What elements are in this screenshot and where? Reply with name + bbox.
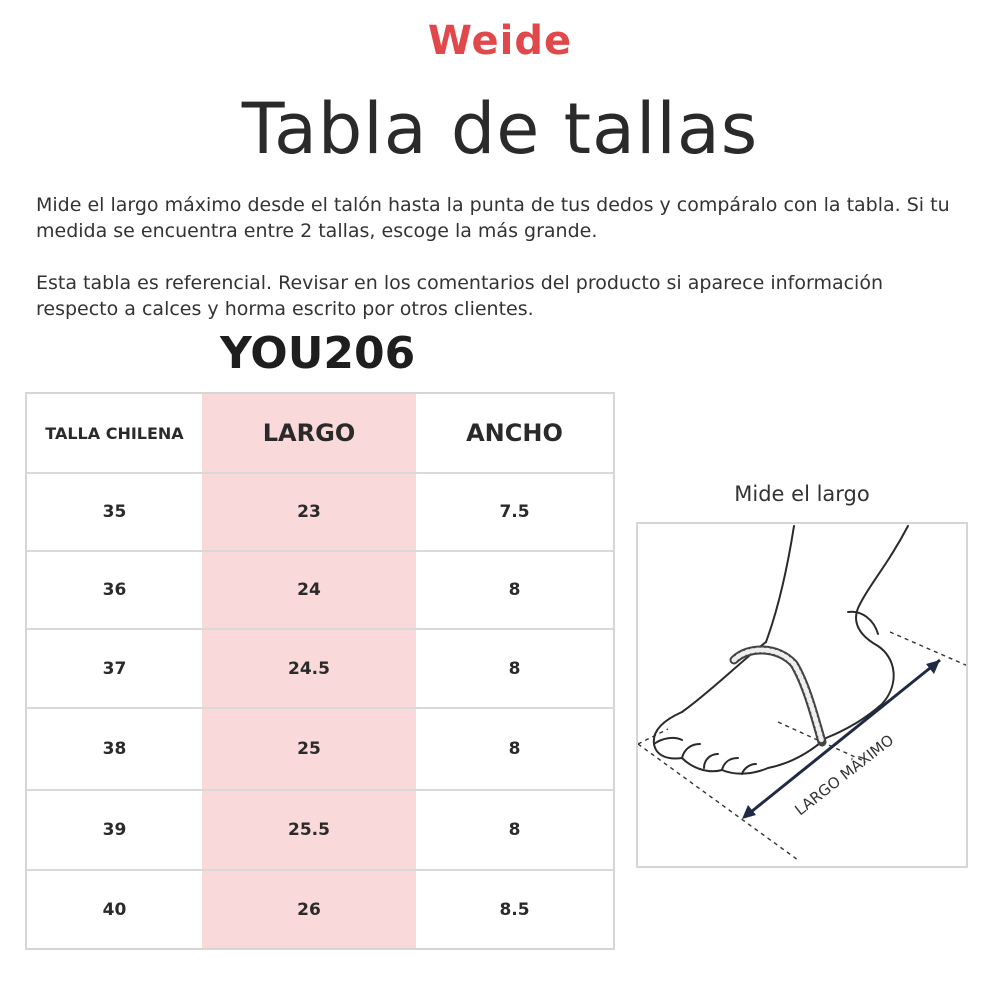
cell-largo: 24 [297,580,321,600]
cell-talla: 37 [102,658,127,679]
model-code: YOU206 [220,328,416,379]
cell-talla: 39 [102,820,127,840]
cell-largo: 25 [297,739,321,759]
measure-caption: Mide el largo [734,482,870,506]
largo-maximo-label: LARGO MÁXIMO [791,730,898,820]
instruction-paragraph: Mide el largo máximo desde el talón hasta la punta de tus dedos y compáralo con la tabla. Si tu medida se encuentra entre 2 tallas, escoge la más grande. [36,194,950,242]
table-row [27,871,613,948]
brand-logo: Weide [427,18,573,64]
disclaimer-paragraph: Esta tabla es referencial. Revisar en los comentarios del producto si aparece información respecto a calces y horma escrito por otros clientes. [36,272,884,320]
table-row [27,791,613,871]
table-row [27,474,613,552]
sandal-strap [734,650,822,742]
cell-largo: 24.5 [288,658,330,679]
cell-talla: 40 [102,899,127,920]
guide-lines [638,632,966,860]
cell-largo: 23 [297,502,321,522]
size-table [25,392,615,950]
cell-talla: 35 [102,502,127,522]
cell-largo: 26 [297,899,321,920]
cell-ancho: 8 [508,658,521,679]
cell-ancho: 7.5 [499,502,530,522]
table-row [27,552,613,630]
cell-ancho: 8 [508,580,521,600]
table-row [27,709,613,791]
cell-largo: 25.5 [288,820,330,840]
foot-drawing [638,524,966,866]
table-header-row [27,394,613,474]
cell-ancho: 8.5 [499,899,530,920]
cell-ancho: 8 [508,739,521,759]
largo-maximo-arrow [742,660,940,819]
cell-talla: 38 [102,739,127,759]
table-row [27,630,613,709]
cell-ancho: 8 [508,820,521,840]
cell-talla: 36 [102,580,127,600]
foot-measure-illustration [636,522,968,868]
header-talla-chilena: TALLA CHILENA [45,423,184,443]
header-largo: LARGO [262,419,356,447]
page-title: Tabla de tallas [241,88,759,170]
header-ancho: ANCHO [466,419,563,447]
